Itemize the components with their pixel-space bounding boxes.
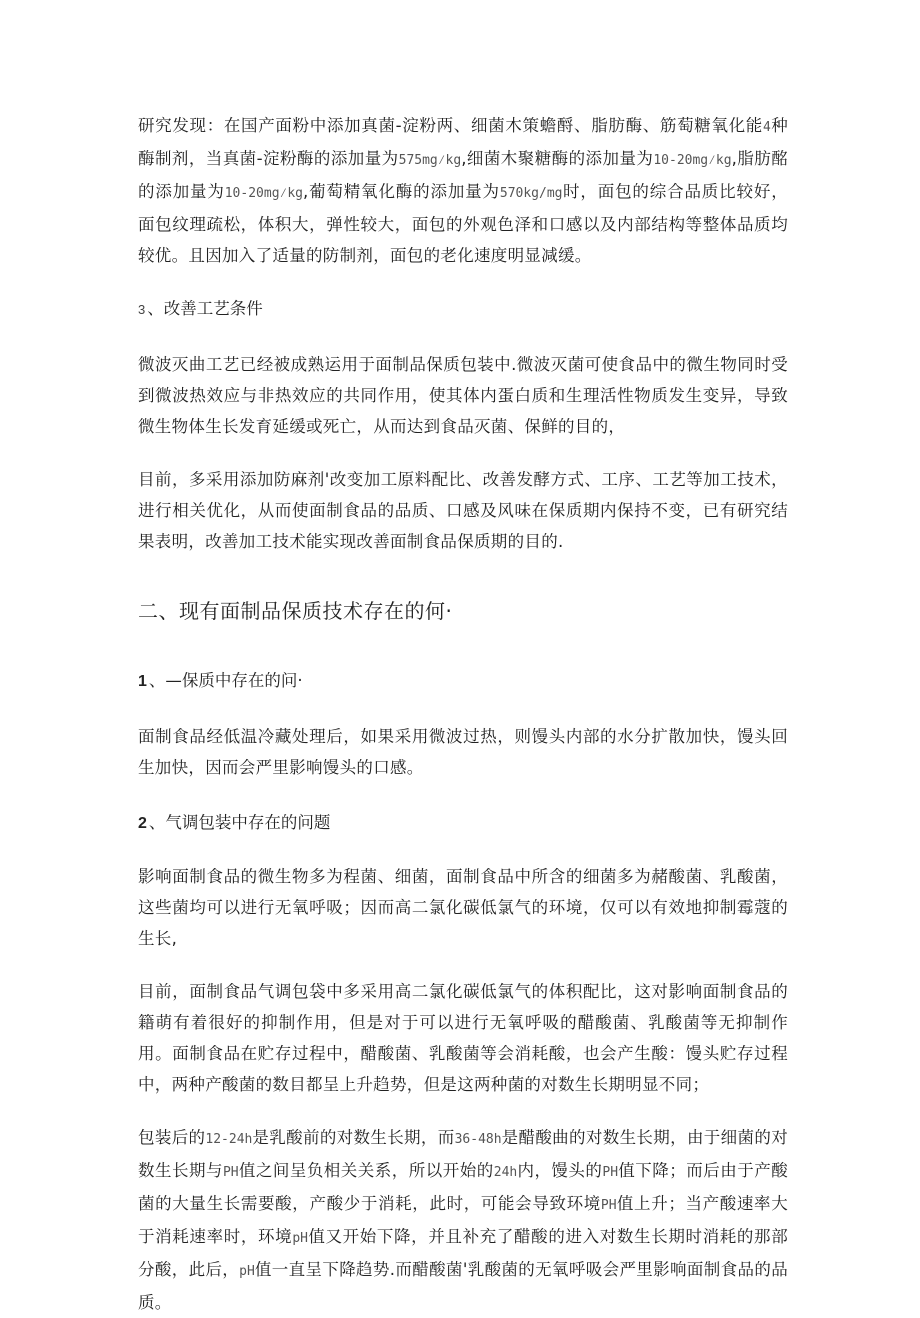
text-run-dosage: 10-20mg⁄kg — [653, 153, 732, 168]
text-run-ph: PH — [222, 1165, 239, 1180]
subheading-improve-process — [138, 293, 788, 325]
text-run-ph: pH — [292, 1231, 308, 1246]
subheading-number: 3 — [138, 302, 146, 317]
text-run: 研究发现：在国产面粉中添加真菌-淀粉两、细菌木策蟾酹、脂肪酶、筋萄糖氧化能 — [138, 116, 763, 135]
text-run: 时，面包的综合品质比较好，面包纹理疏松，体积大，弹性较大，面包的外观色泽和口感以及内部结构等整体品质均较优。且因加入了适量的防制剂，面包的老化速度明显减缓。 — [138, 182, 788, 265]
text-run-ph: PH — [602, 1165, 619, 1180]
paragraph-cold-storage: 面制食品经低温冷藏处理后，如果采用微波过热，则馒头内部的水分扩散加快，馒头回生加快，因而会严里影响馒头的口感。 — [138, 727, 788, 777]
subheading-number: 1 — [138, 673, 147, 690]
subheading-packaging-problems — [138, 807, 788, 839]
paragraph-ph-changes — [138, 1122, 788, 1318]
text-run: ,葡萄精氧化酶的添加量为 — [302, 182, 500, 201]
text-run-dosage: 575mg⁄kg — [398, 153, 462, 168]
text-run: 内，馒头的 — [517, 1161, 603, 1180]
text-run: ,细菌木聚糖酶的添加量为 — [461, 149, 654, 168]
text-run-number: 4 — [762, 120, 771, 135]
text-run-dosage: 10-20mg⁄kg — [224, 186, 303, 201]
text-run: 是乳酸前的对数生长期，而 — [252, 1128, 455, 1147]
text-run: ,脂肪酩的添加量为 — [138, 149, 788, 201]
subheading-text: 、改善工艺条件 — [147, 299, 263, 318]
text-run-time: 12-24h — [205, 1132, 253, 1147]
subheading-number: 2 — [138, 815, 147, 832]
text-run-time: 24h — [493, 1165, 518, 1180]
paragraph-current-methods: 目前，多采用添加防麻剂'改变加工原料配比、改善发酵方式、工序、工艺等加工技术，进行相关优化，从而使面制食品的品质、口感及风味在保质期内保持不变，已有研究结果表明，改善加工技术能实现改善面制食品保质期的目的. — [138, 470, 788, 551]
text-run: 是醋酸曲的对数生长期，由于细菌的对数生长期与 — [138, 1128, 788, 1180]
text-run: 值又开始下降，并且补充了醋酸的进入对数生长期时消耗的那部分酸，此后， — [138, 1227, 789, 1279]
paragraph-research-findings — [138, 110, 788, 271]
text-run-time: 36-48h — [454, 1132, 502, 1147]
subheading-text: 、气调包装中存在的问题 — [148, 813, 331, 832]
document-body — [138, 110, 788, 1318]
text-run-dosage: 570kg/mg — [499, 186, 563, 201]
text-run: 包装后的 — [138, 1128, 206, 1147]
subheading-preservation-problems — [138, 665, 788, 697]
section-heading-existing-problems: 二、现有面制品保质技术存在的何· — [138, 599, 453, 623]
text-run-ph: PH — [600, 1198, 617, 1213]
text-run: 值之间呈负相关关系，所以开始的 — [238, 1161, 494, 1180]
text-run: 种酶制剂，当真菌-淀粉酶的添加量为 — [138, 116, 788, 168]
text-run-ph: pH — [239, 1264, 255, 1279]
text-run: 值上升；当产酸速率大于消耗速率时，环境 — [138, 1194, 789, 1246]
text-run: 值下降；而后由于产酸菌的大量生长需要酸，产酸少于消耗，此时，可能会导致环境 — [138, 1161, 789, 1213]
text-run: 值一直呈下降趋势.而醋酸菌'乳酸菌的无氧呼吸会严里影响面制食品的品质。 — [138, 1260, 788, 1312]
subheading-text: 、—保质中存在的问· — [148, 671, 303, 690]
paragraph-gas-packaging: 目前，面制食品气调包袋中多采用高二氯化碳低氯气的体积配比，这对影响面制食品的籍萌有着很好的抑制作用，但是对于可以进行无氧呼吸的醋酸菌、乳酸菌等无抑制作用。面制食品在贮存过程中，醋酸菌、乳酸菌等会消耗酸，也会产生酸：馒头贮存过程中，两种产酸菌的数目都呈上升趋势，但是这两种菌的对数生长期明显不同； — [138, 982, 788, 1094]
paragraph-microwave: 微波灭曲工艺已经被成熟运用于面制品保质包装中.微波灭菌可使食品中的微生物同时受到微波热效应与非热效应的共同作用，使其体内蛋白质和生理活性物质发生变异，导致微生物体生长发育延缓或死亡，从而达到食品灭菌、保鲜的目的， — [138, 355, 788, 436]
paragraph-microorganisms: 影响面制食品的微生物多为程菌、细菌，面制食品中所含的细菌多为赭酸菌、乳酸菌，这些菌均可以进行无氧呼吸；因而高二氯化碳低氯气的环境，仅可以有效地抑制霉蔻的生长, — [138, 867, 788, 948]
